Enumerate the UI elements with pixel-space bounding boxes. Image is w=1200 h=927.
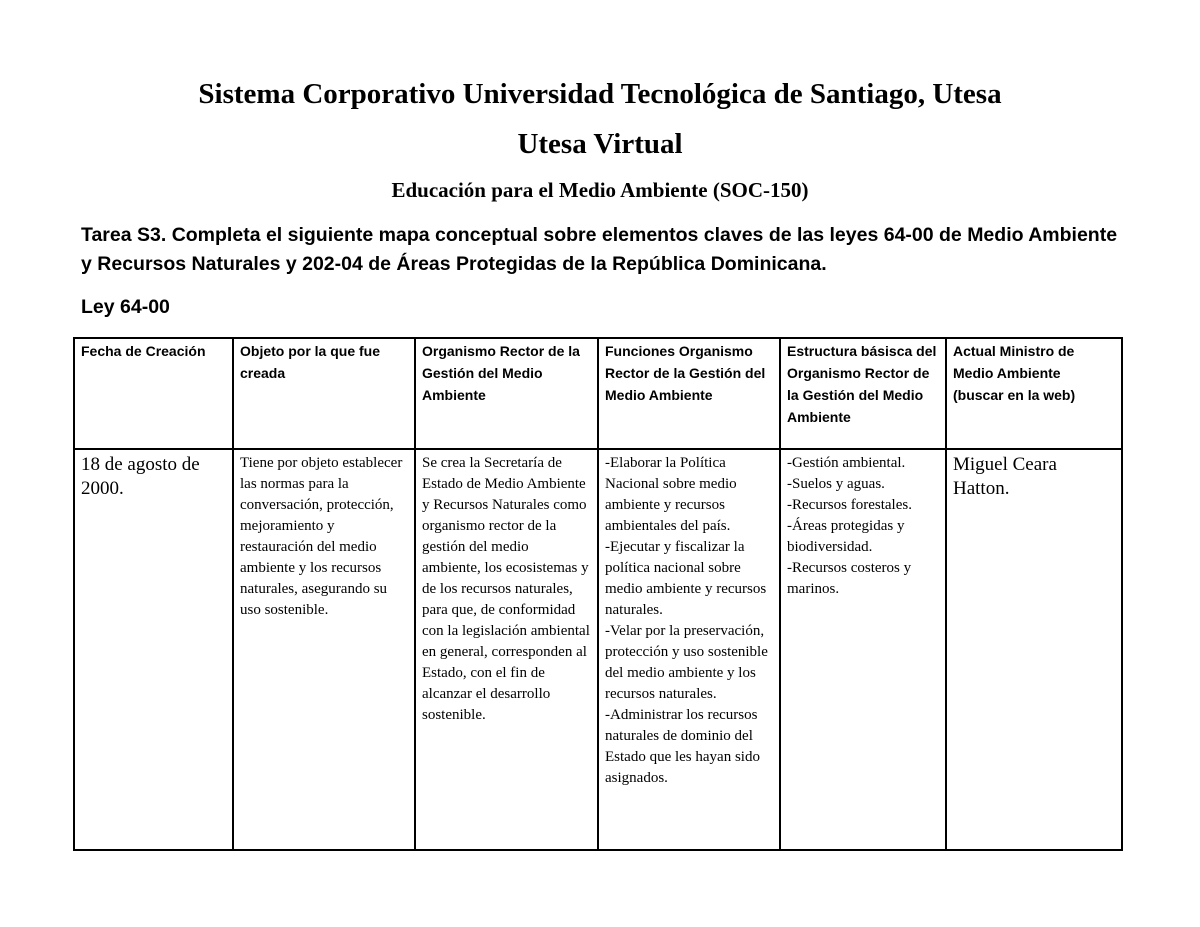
table-row	[74, 449, 1122, 850]
task-instructions: Tarea S3. Completa el siguiente mapa conceptual sobre elementos claves de las leyes 64-00 de Medio Ambiente y Recursos Naturales y 202-04 de Áreas Protegidas de la República Dominicana.	[81, 224, 1118, 275]
estructura-item: -Áreas protegidas y biodiversidad.	[787, 518, 905, 555]
estructura-item: -Recursos costeros y marinos.	[787, 560, 912, 597]
cell-funciones	[598, 449, 780, 850]
funcion-item: -Velar por la preservación, protección y uso sostenible del medio ambiente y los recursos naturales.	[605, 623, 768, 702]
header-estructura: Estructura básisca del Organismo Rector de la Gestión del Medio Ambiente	[780, 338, 946, 449]
cell-fecha: 18 de agosto de 2000.	[74, 449, 233, 850]
estructura-item: -Gestión ambiental.	[787, 455, 906, 471]
cell-estructura	[780, 449, 946, 850]
cell-ministro: Miguel Ceara Hatton.	[946, 449, 1122, 850]
estructura-item: -Suelos y aguas.	[787, 476, 885, 492]
header-ministro: Actual Ministro de Medio Ambiente (buscar en la web)	[946, 338, 1122, 449]
header-fecha: Fecha de Creación	[74, 338, 233, 449]
funcion-item: -Administrar los recursos naturales de dominio del Estado que les hayan sido asignados.	[605, 707, 760, 786]
header-objeto: Objeto por la que fue creada	[233, 338, 415, 449]
law-table	[73, 337, 1123, 851]
program-title: Utesa Virtual	[517, 128, 683, 160]
institution-title: Sistema Corporativo Universidad Tecnológica de Santiago, Utesa	[198, 78, 1002, 110]
cell-objeto: Tiene por objeto establecer las normas para la conversación, protección, mejoramiento y restauración del medio ambiente y los recursos naturales, asegurando su uso sostenible.	[233, 449, 415, 850]
law-label: Ley 64-00	[81, 296, 170, 318]
cell-organismo: Se crea la Secretaría de Estado de Medio Ambiente y Recursos Naturales como organismo rector de la gestión del medio ambiente, los ecosistemas y de los recursos naturales, para que, de conformidad con la legislación ambiental en general, corresponden al Estado, con el fin de alcanzar el desarrollo sostenible.	[415, 449, 598, 850]
estructura-item: -Recursos forestales.	[787, 497, 912, 513]
header-funciones: Funciones Organismo Rector de la Gestión del Medio Ambiente	[598, 338, 780, 449]
table-header-row	[74, 338, 1122, 449]
funcion-item: -Ejecutar y fiscalizar la política nacional sobre medio ambiente y recursos naturales.	[605, 539, 767, 618]
funcion-item: -Elaborar la Política Nacional sobre medio ambiente y recursos ambientales del país.	[605, 455, 737, 534]
course-title: Educación para el Medio Ambiente (SOC-150)	[391, 178, 809, 202]
header-organismo: Organismo Rector de la Gestión del Medio Ambiente	[415, 338, 598, 449]
